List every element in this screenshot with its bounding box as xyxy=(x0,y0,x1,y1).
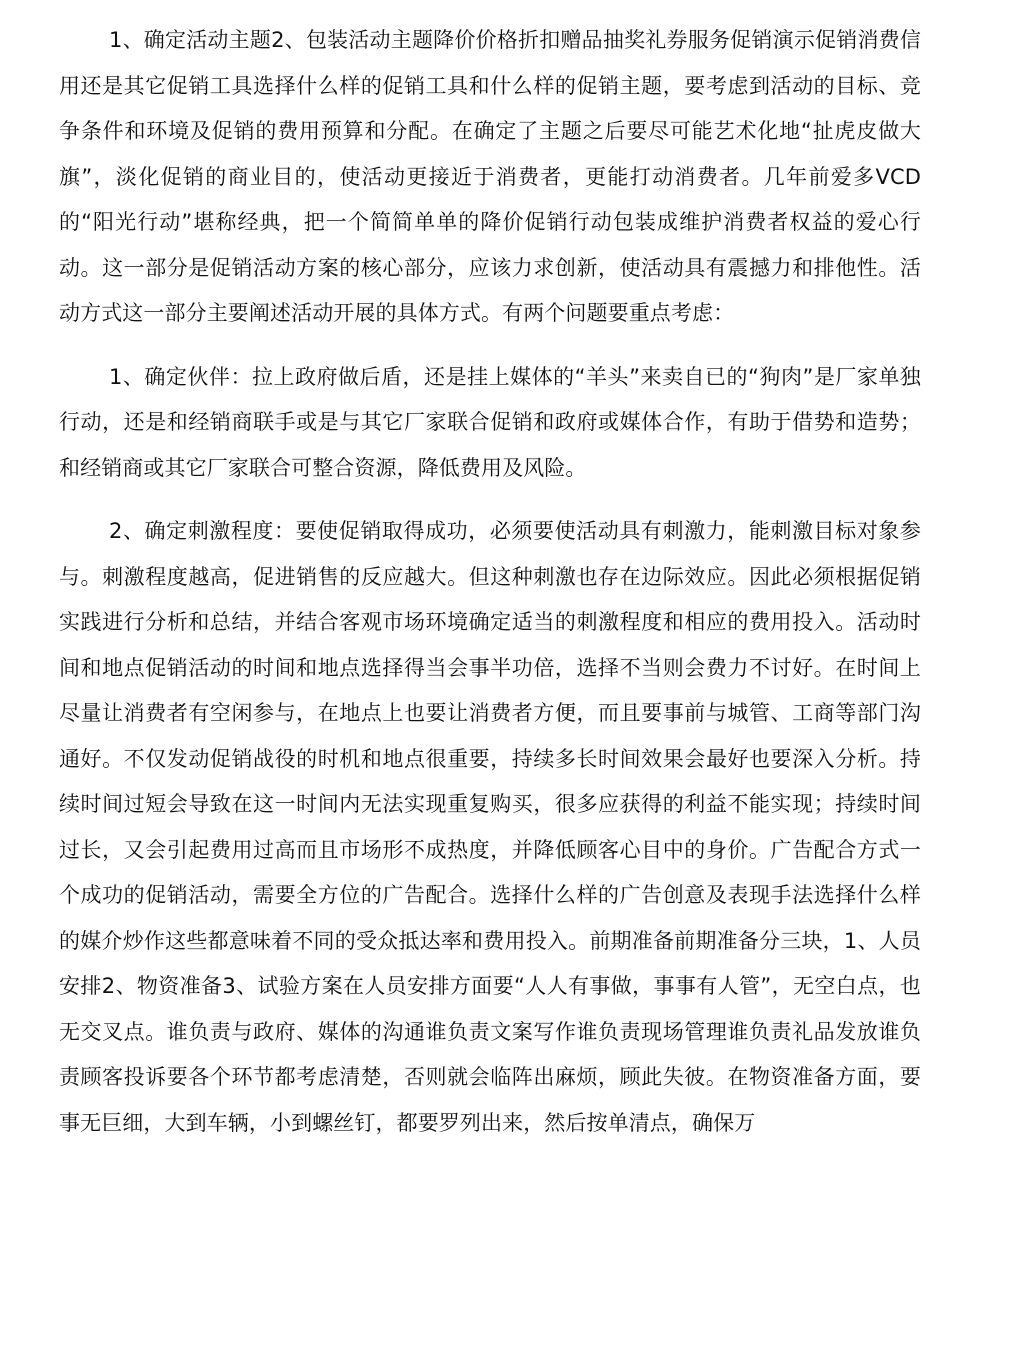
document-body xyxy=(59,18,921,1164)
paragraph-stimulus-level: 2、确定刺激程度：要使促销取得成功，必须要使活动具有刺激力，能刺激目标对象参与。刺激程度越高，促进销售的反应越大。但这种刺激也存在边际效应。因此必须根据促销实践进行分析和总结，并结合客观市场环境确定适当的刺激程度和相应的费用投入。活动时间和地点促销活动的时间和地点选择得当会事半功倍，选择不当则会费力不讨好。在时间上尽量让消费者有空闲参与，在地点上也要让消费者方便，而且要事前与城管、工商等部门沟通好。不仅发动促销战役的时机和地点很重要，持续多长时间效果会最好也要深入分析。持续时间过短会导致在这一时间内无法实现重复购买，很多应获得的利益不能实现；持续时间过长，又会引起费用过高而且市场形不成热度，并降低顾客心目中的身价。广告配合方式一个成功的促销活动，需要全方位的广告配合。选择什么样的广告创意及表现手法选择什么样的媒介炒作这些都意味着不同的受众抵达率和费用投入。前期准备前期准备分三块，1、人员安排2、物资准备3、试验方案在人员安排方面要“人人有事做，事事有人管”，无空白点，也无交叉点。谁负责与政府、媒体的沟通谁负责文案写作谁负责现场管理谁负责礼品发放谁负责顾客投诉要各个环节都考虑清楚，否则就会临阵出麻烦，顾此失彼。在物资准备方面，要事无巨细，大到车辆，小到螺丝钉，都要罗列出来，然后按单清点，确保万 xyxy=(59,519,921,1135)
paragraph-partners: 1、确定伙伴：拉上政府做后盾，还是挂上媒体的“羊头”来卖自已的“狗肉”是厂家单独行动，还是和经销商联手或是与其它厂家联合促销和政府或媒体合作，有助于借势和造势；和经销商或其它厂家联合可整合资源，降低费用及风险。 xyxy=(59,364,921,480)
paragraph-activity-theme: 1、确定活动主题2、包装活动主题降价价格折扣赠品抽奖礼券服务促销演示促销消费信用还是其它促销工具选择什么样的促销工具和什么样的促销主题，要考虑到活动的目标、竞争条件和环境及促销的费用预算和分配。在确定了主题之后要尽可能艺术化地“扯虎皮做大旗”，淡化促销的商业目的，使活动更接近于消费者，更能打动消费者。几年前爱多VCD的“阳光行动”堪称经典，把一个简简单单的降价促销行动包装成维护消费者权益的爱心行动。这一部分是促销活动方案的核心部分，应该力求创新，使活动具有震撼力和排他性。活动方式这一部分主要阐述活动开展的具体方式。有两个问题要重点考虑： xyxy=(59,28,921,325)
